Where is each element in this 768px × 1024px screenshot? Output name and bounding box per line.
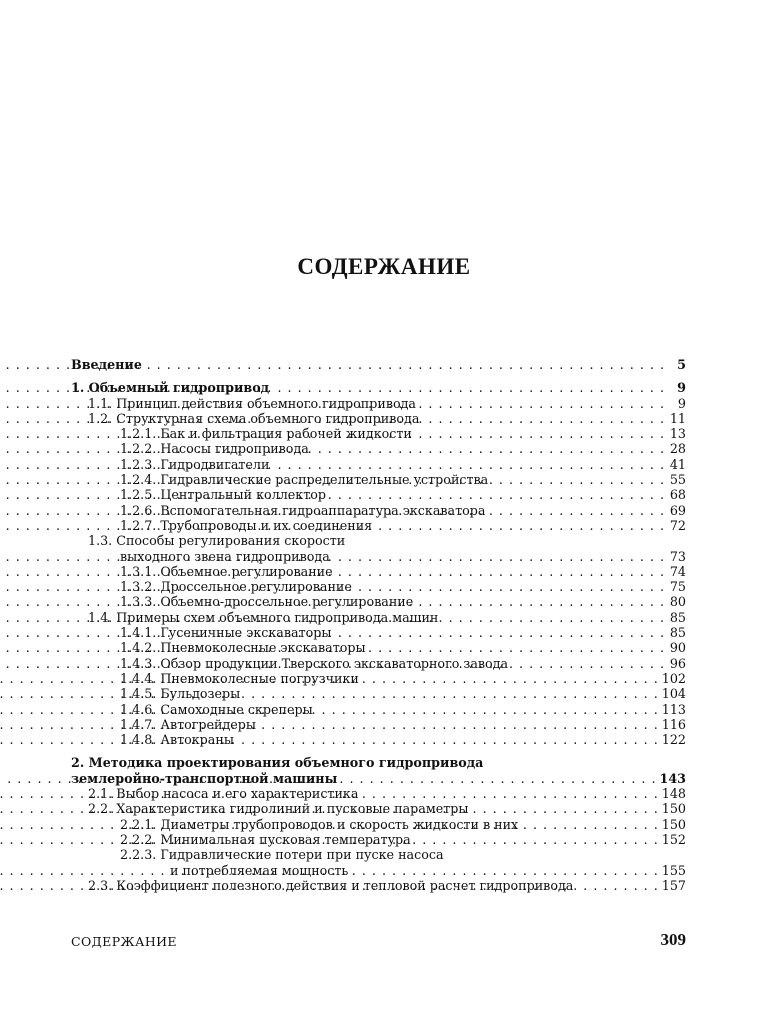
toc-entry-label: 1.4.7. Автогрейдеры (120, 716, 257, 732)
toc-group-gap (71, 372, 686, 380)
toc-entry-label: 1.3. Способы регулирования скорости (88, 533, 346, 549)
toc-entry[interactable] (71, 755, 686, 770)
toc-entry[interactable] (71, 717, 686, 732)
toc-entry[interactable] (71, 671, 686, 686)
toc-entry[interactable] (71, 847, 686, 862)
toc-entry-label: 1.1. Принцип действия объемного гидропривода (88, 395, 416, 411)
page-title: СОДЕРЖАНИЕ (297, 254, 471, 279)
toc-leader-dots (333, 549, 665, 564)
toc-entry-page: 73 (669, 548, 686, 564)
toc-entry-label: 1.2. Структурная схема объемного гидропривода (88, 410, 420, 426)
toc-entry-page: 102 (661, 670, 686, 686)
toc-leader-dots (272, 380, 665, 395)
toc-entry[interactable] (71, 786, 686, 801)
toc-entry[interactable] (71, 656, 686, 671)
toc-leader-dots (329, 487, 665, 502)
toc-entry[interactable] (71, 441, 686, 456)
toc-entry-page: 143 (659, 770, 686, 786)
toc-entry[interactable] (71, 594, 686, 609)
toc-entry[interactable] (71, 610, 686, 625)
toc-leader-dots (340, 771, 656, 786)
toc-leader-dots (259, 717, 659, 732)
toc-entry-label: 1.2.7. Трубопроводы и их соединения (120, 517, 373, 533)
toc-entry[interactable] (71, 832, 686, 847)
toc-leader-dots (272, 457, 665, 472)
toc-entry-page: 9 (677, 380, 686, 396)
toc-entry-label: 1.2.3. Гидродвигатели (120, 456, 270, 472)
toc-entry[interactable] (71, 817, 686, 832)
toc-entry[interactable] (71, 878, 686, 893)
toc-entry-label: и потребляемая мощность (170, 862, 349, 878)
toc-entry[interactable] (71, 801, 686, 816)
toc-entry-label: 2.3. Коэффициент полезного действия и тепловой расчет гидропривода (88, 877, 574, 893)
toc-entry[interactable] (71, 702, 686, 717)
toc-leader-dots (351, 863, 658, 878)
toc-entry[interactable] (71, 533, 686, 548)
toc-entry-page: 152 (661, 831, 686, 847)
toc-entry[interactable] (71, 686, 686, 701)
toc-leader-dots (237, 732, 659, 747)
toc-entry[interactable] (71, 625, 686, 640)
toc-entry[interactable] (71, 640, 686, 655)
toc-leader-dots (422, 411, 665, 426)
toc-leader-dots (511, 656, 665, 671)
toc-entry-label: 1.4. Примеры схем объемного гидропривода машин (88, 609, 439, 625)
toc-entry-label: 1.4.8. Автокраны (120, 732, 234, 748)
toc-leader-dots (145, 357, 665, 372)
toc-entry-page: 116 (661, 716, 686, 732)
toc-entry-page: 11 (669, 410, 686, 426)
toc-entry-label: 2.1. Выбор насоса и его характеристика (88, 786, 359, 802)
toc-leader-dots (316, 702, 659, 717)
toc-entry-label: 2.2. Характеристика гидролиний и пусковые параметры (88, 801, 469, 817)
toc-entry-label: 1. Объемный гидропривод (71, 380, 270, 396)
toc-entry-page: 74 (669, 563, 686, 579)
toc-entry[interactable] (71, 396, 686, 411)
toc-entry-label: 1.4.2. Пневмоколесные экскаваторы (120, 640, 366, 656)
toc-entry-label: 1.3.1. Объемное регулирование (120, 563, 333, 579)
toc-entry-page: 69 (669, 502, 686, 518)
toc-leader-dots (375, 518, 665, 533)
toc-leader-dots (361, 786, 658, 801)
toc-entry-page: 68 (669, 487, 686, 503)
toc-entry[interactable] (71, 732, 686, 747)
toc-entry-page: 28 (669, 441, 686, 457)
toc-entry-page: 41 (669, 456, 686, 472)
toc-leader-dots (415, 426, 665, 441)
toc-entry[interactable] (71, 518, 686, 533)
toc-leader-dots (312, 441, 665, 456)
toc-entry[interactable] (71, 411, 686, 426)
toc-entry-label: Введение (71, 357, 142, 372)
toc-entry-label: 1.2.1. Бак и фильтрация рабочей жидкости (120, 426, 412, 442)
toc-entry[interactable] (71, 487, 686, 502)
toc-entry[interactable] (71, 472, 686, 487)
toc-entry[interactable] (71, 564, 686, 579)
toc-leader-dots (419, 396, 665, 411)
toc-entry-label: выходного звена гидропривода (120, 548, 330, 564)
toc-entry-page: 148 (661, 786, 686, 802)
toc-leader-dots (355, 579, 665, 594)
toc-entry-page: 90 (669, 640, 686, 656)
toc-entry-page: 150 (661, 801, 686, 817)
running-head: СОДЕРЖАНИЕ (71, 934, 177, 949)
toc-entry-page: 72 (669, 517, 686, 533)
toc-entry-label: 2.2.2. Минимальная пусковая температура (120, 831, 411, 847)
toc-entry-page: 85 (669, 625, 686, 641)
toc-leader-dots (491, 472, 665, 487)
toc-group-gap (71, 747, 686, 755)
toc-entry-page: 55 (669, 472, 686, 488)
toc-entry-label: 2.2.3. Гидравлические потери при пуске насоса (120, 847, 444, 863)
toc-entry-label: 1.4.3. Обзор продукции Тверского экскаваторного завода (120, 655, 509, 671)
toc-leader-dots (414, 832, 659, 847)
toc-leader-dots (488, 503, 665, 518)
toc-entry-label: 1.2.6. Вспомогательная гидроаппаратура экскаватора (120, 502, 486, 518)
toc-entry-label: 1.4.4. Пневмоколесные погрузчики (120, 670, 359, 686)
toc-entry[interactable] (71, 357, 686, 372)
toc-entry-page: 9 (677, 395, 686, 411)
toc-entry-label: 1.3.2. Дроссельное регулирование (120, 579, 352, 595)
toc-leader-dots (576, 878, 658, 893)
toc-entry-page: 155 (661, 862, 686, 878)
toc-entry-label: 1.2.4. Гидравлические распределительные устройства (120, 472, 489, 488)
page-number: 309 (660, 930, 686, 949)
toc-entry-page: 157 (661, 877, 686, 893)
toc-entry-label: землеройно-транспортной машины (71, 770, 338, 786)
toc-entry-page: 85 (669, 609, 686, 625)
toc-entry[interactable] (71, 426, 686, 441)
toc-entry-label: 1.4.5. Бульдозеры (120, 686, 241, 702)
toc-leader-dots (416, 594, 665, 609)
toc-entry-label: 1.2.5. Центральный коллектор (120, 487, 326, 503)
toc-entry[interactable] (71, 457, 686, 472)
toc-entry-label: 2.2.1. Диаметры трубопроводов и скорость жидкости в них (120, 816, 519, 832)
toc-leader-dots (521, 817, 659, 832)
toc-leader-dots (441, 610, 665, 625)
toc-entry-page: 122 (661, 732, 686, 748)
toc-leader-dots (362, 671, 659, 686)
toc-entry-page: 104 (661, 686, 686, 702)
toc-leader-dots (336, 564, 665, 579)
toc-entry-page: 113 (661, 701, 686, 717)
toc-entry-label: 1.4.6. Самоходные скреперы (120, 701, 313, 717)
toc-entry[interactable] (71, 771, 686, 786)
toc-entry-page: 13 (669, 426, 686, 442)
toc-entry-page: 96 (669, 655, 686, 671)
toc-entry-label: 1.2.2. Насосы гидропривода (120, 441, 309, 457)
toc-entry-page: 5 (677, 357, 686, 372)
toc-entry-page: 150 (661, 816, 686, 832)
toc-entry[interactable] (71, 380, 686, 395)
toc-leader-dots (471, 801, 658, 816)
toc-entry-page: 75 (669, 579, 686, 595)
table-of-contents (71, 357, 686, 893)
toc-entry-page: 80 (669, 594, 686, 610)
toc-leader-dots (369, 640, 665, 655)
toc-entry-label: 1.3.3. Объемно-дроссельное регулирование (120, 594, 414, 610)
toc-entry[interactable] (71, 579, 686, 594)
toc-leader-dots (334, 625, 665, 640)
toc-entry[interactable] (71, 863, 686, 878)
toc-entry[interactable] (71, 549, 686, 564)
toc-entry[interactable] (71, 503, 686, 518)
toc-leader-dots (243, 686, 659, 701)
toc-entry-label: 2. Методика проектирования объемного гидропривода (71, 755, 484, 771)
toc-entry-label: 1.4.1. Гусеничные экскаваторы (120, 625, 332, 641)
